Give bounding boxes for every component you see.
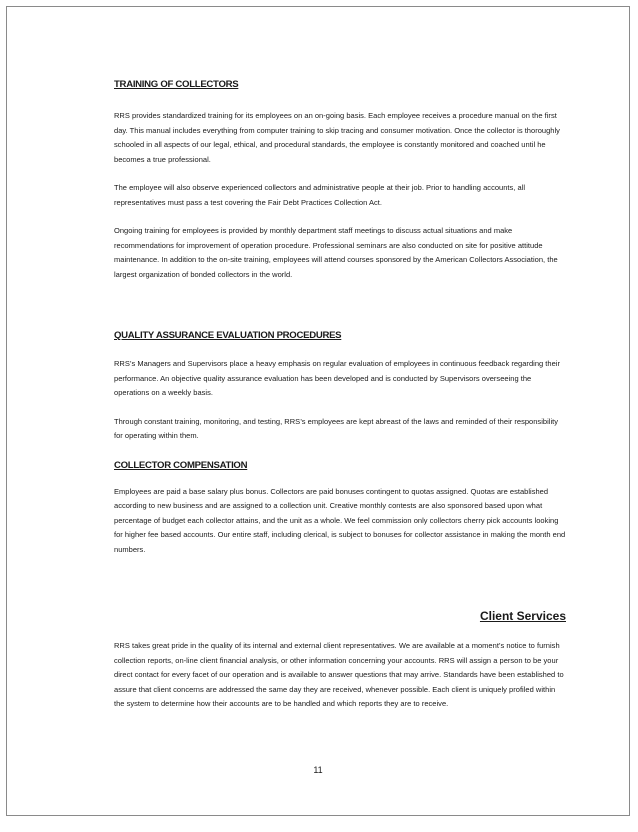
paragraph-quality-2: Through constant training, monitoring, and testing, RRS’s employees are kept abreast of the laws and reminded of their responsibility for operating within them. <box>114 416 559 440</box>
heading-compensation: COLLECTOR COMPENSATION <box>114 459 248 471</box>
paragraph-training-1: RRS provides standardized training for its employees on an on-going basis. Each employee receives a procedure manual on the first day. This manual includes everything from computer training to skip tracing and consumer motivation. Once the collector is thoroughly schooled in all aspects of our legal, ethical, and procedural standards, the employee is constantly monitored and coached until he becomes a true professional. <box>114 111 560 164</box>
heading-quality: QUALITY ASSURANCE EVALUATION PROCEDURES <box>114 330 342 341</box>
paragraph-client-services-1: RRS takes great pride in the quality of its internal and external client representatives. We are available at a moment’s notice to furnish collection reports, on-line client financial analysis, or other information concerning your accounts. RRS will assign a person to be your direct contact for every facet of our operation and is available to answer questions that may arrive. Standards have been established to assure that client concerns are addressed the same day they are received, whenever possible. Each client is uniquely profiled within the system to determine how their accounts are to be handled and which reports they are to receive. <box>114 641 564 708</box>
heading-client-services: Client Services <box>479 609 566 623</box>
paragraph-training-3: Ongoing training for employees is provided by monthly department staff meetings to discuss actual situations and make recommendations for improvement of operation procedure. Professional seminars are also conducted on site for positive attitude maintenance. In addition to the on-site training, employees will attend courses sponsored by the American Collectors Association, the largest organization of bonded collectors in the world. <box>114 226 558 279</box>
page-content <box>114 79 566 712</box>
heading-training: TRAINING OF COLLECTORS <box>114 79 239 90</box>
document-page <box>6 6 630 816</box>
paragraph-training-2: The employee will also observe experienced collectors and administrative people at their job. Prior to handling accounts, all representatives must pass a test covering the Fair Debt Practices Collection Act. <box>114 183 526 207</box>
page-number: 11 <box>313 765 323 775</box>
paragraph-quality-1: RRS’s Managers and Supervisors place a heavy emphasis on regular evaluation of employees in continuous feedback regarding their performance. An objective quality assurance evaluation has been developed and is conducted by Supervisors overseeing the operations on a weekly basis. <box>114 359 560 397</box>
paragraph-compensation-1: Employees are paid a base salary plus bonus. Collectors are paid bonuses contingent to quotas assigned. Quotas are established according to new business and are assigned to a collection unit. Creative monthly contests are also sponsored based upon what percentage of budget each collector attains, and the unit as a whole. We feel commission only collectors cherry pick accounts looking for higher fee based accounts. Our entire staff, including clerical, is subject to bonuses for collector assistance in making the month end numbers. <box>114 486 566 554</box>
